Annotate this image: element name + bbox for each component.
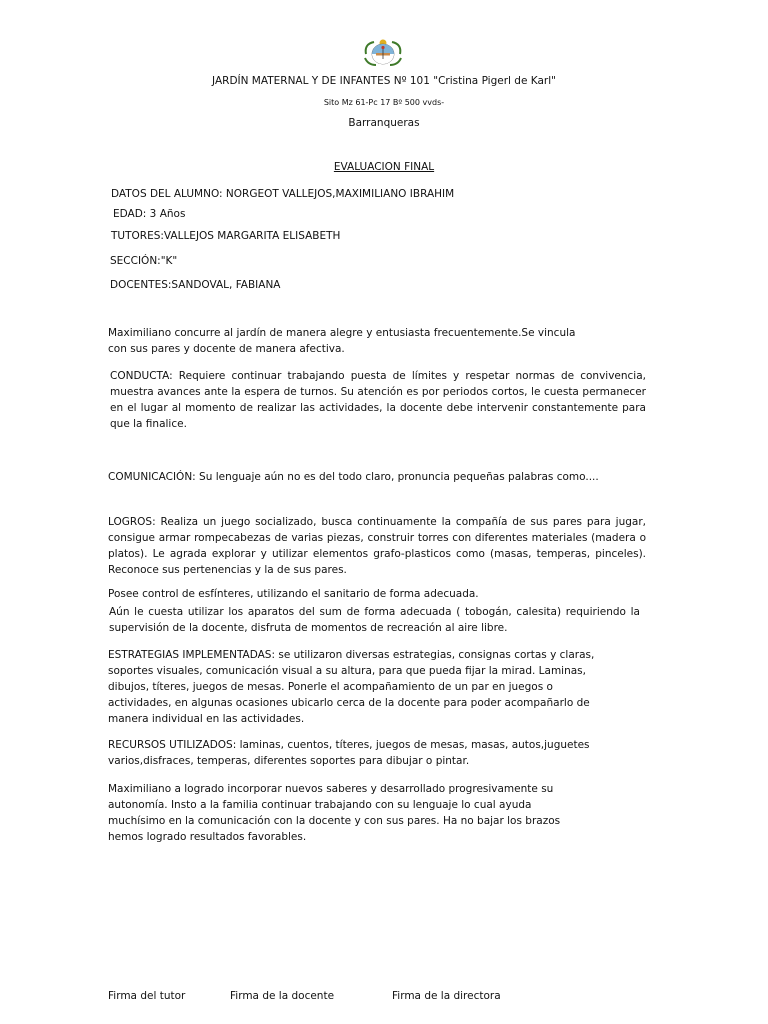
intro-line: Maximiliano concurre al jardín de manera alegre y entusiasta frecuentemente.Se vincula <box>108 327 576 339</box>
student-age: EDAD: 3 Años <box>113 208 186 220</box>
school-city: Barranqueras <box>348 117 420 129</box>
cierre-line: muchísimo en la comunicación con la docente y con sus pares. Ha no bajar los brazos <box>108 815 561 827</box>
school-name: JARDÍN MATERNAL Y DE INFANTES Nº 101 "Cristina Pigerl de Karl" <box>212 75 556 87</box>
document-title: EVALUACION FINAL <box>333 161 435 173</box>
recursos-line: varios,disfraces, temperas, diferentes soportes para dibujar o pintar. <box>108 755 470 767</box>
school-address: Sito Mz 61-Pc 17 Bº 500 vvds- <box>323 98 445 107</box>
signature-teacher: Firma de la docente <box>230 990 335 1002</box>
estrategias-line: manera individual en las actividades. <box>108 713 305 725</box>
intro-paragraph <box>108 325 575 357</box>
control-line: Posee control de esfínteres, utilizando el sanitario de forma adecuada. <box>108 588 479 600</box>
estrategias-line: dibujos, títeres, juegos de mesas. Ponerle el acompañamiento de un par en juegos o <box>108 681 553 693</box>
student-tutors: TUTORES:VALLEJOS MARGARITA ELISABETH <box>111 230 341 242</box>
comunicacion-paragraph: COMUNICACIÓN: Su lenguaje aún no es del todo claro, pronuncia pequeñas palabras como.... <box>108 471 599 483</box>
estrategias-paragraph <box>108 647 594 727</box>
recursos-paragraph <box>108 737 590 769</box>
cierre-line: hemos logrado resultados favorables. <box>108 831 307 843</box>
recursos-line: RECURSOS UTILIZADOS: laminas, cuentos, títeres, juegos de mesas, masas, autos,juguetes <box>108 739 590 751</box>
signature-director: Firma de la directora <box>392 990 501 1002</box>
student-teachers: DOCENTES:SANDOVAL, FABIANA <box>110 279 281 291</box>
cierre-paragraph <box>108 781 560 845</box>
conducta-paragraph: CONDUCTA: Requiere continuar trabajando puesta de límites y respetar normas de convivencia, muestra avances ante la espera de turnos. Su atención es por periodos cortos, le cuesta permanecer en el lugar al momento de realizar las actividades, la docente debe intervenir constantemente para que la finalice. <box>110 370 646 430</box>
estrategias-line: actividades, en algunas ocasiones ubicarlo cerca de la docente para poder acompañarlo de <box>108 697 590 709</box>
coat-of-arms-icon <box>362 38 404 68</box>
intro-line: con sus pares y docente de manera afectiva. <box>108 343 345 355</box>
signature-tutor: Firma del tutor <box>108 990 186 1002</box>
cierre-line: Maximiliano a logrado incorporar nuevos saberes y desarrollado progresivamente su <box>108 783 554 795</box>
student-section: SECCIÓN:"K" <box>110 255 178 267</box>
logros-paragraph: LOGROS: Realiza un juego socializado, busca continuamente la compañía de sus pares para jugar, consigue armar rompecabezas de varias piezas, construir torres con diferentes materiales (madera o platos). Le agrada explorar y utilizar elementos grafo-plasticos como (masas, temperas, pinceles). Reconoce sus pertenencias y la de sus pares. <box>108 516 646 576</box>
control-paragraph: Aún le cuesta utilizar los aparatos del sum de forma adecuada ( tobogán, calesita) requiriendo la supervisión de la docente, disfruta de momentos de recreación al aire libre. <box>109 606 640 634</box>
student-name: DATOS DEL ALUMNO: NORGEOT VALLEJOS,MAXIMILIANO IBRAHIM <box>111 188 455 200</box>
cierre-line: autonomía. Insto a la familia continuar trabajando con su lenguaje lo cual ayuda <box>108 799 532 811</box>
estrategias-line: soportes visuales, comunicación visual a su altura, para que pueda fijar la mirad. Laminas, <box>108 665 586 677</box>
estrategias-line: ESTRATEGIAS IMPLEMENTADAS: se utilizaron diversas estrategias, consignas cortas y claras, <box>108 649 595 661</box>
